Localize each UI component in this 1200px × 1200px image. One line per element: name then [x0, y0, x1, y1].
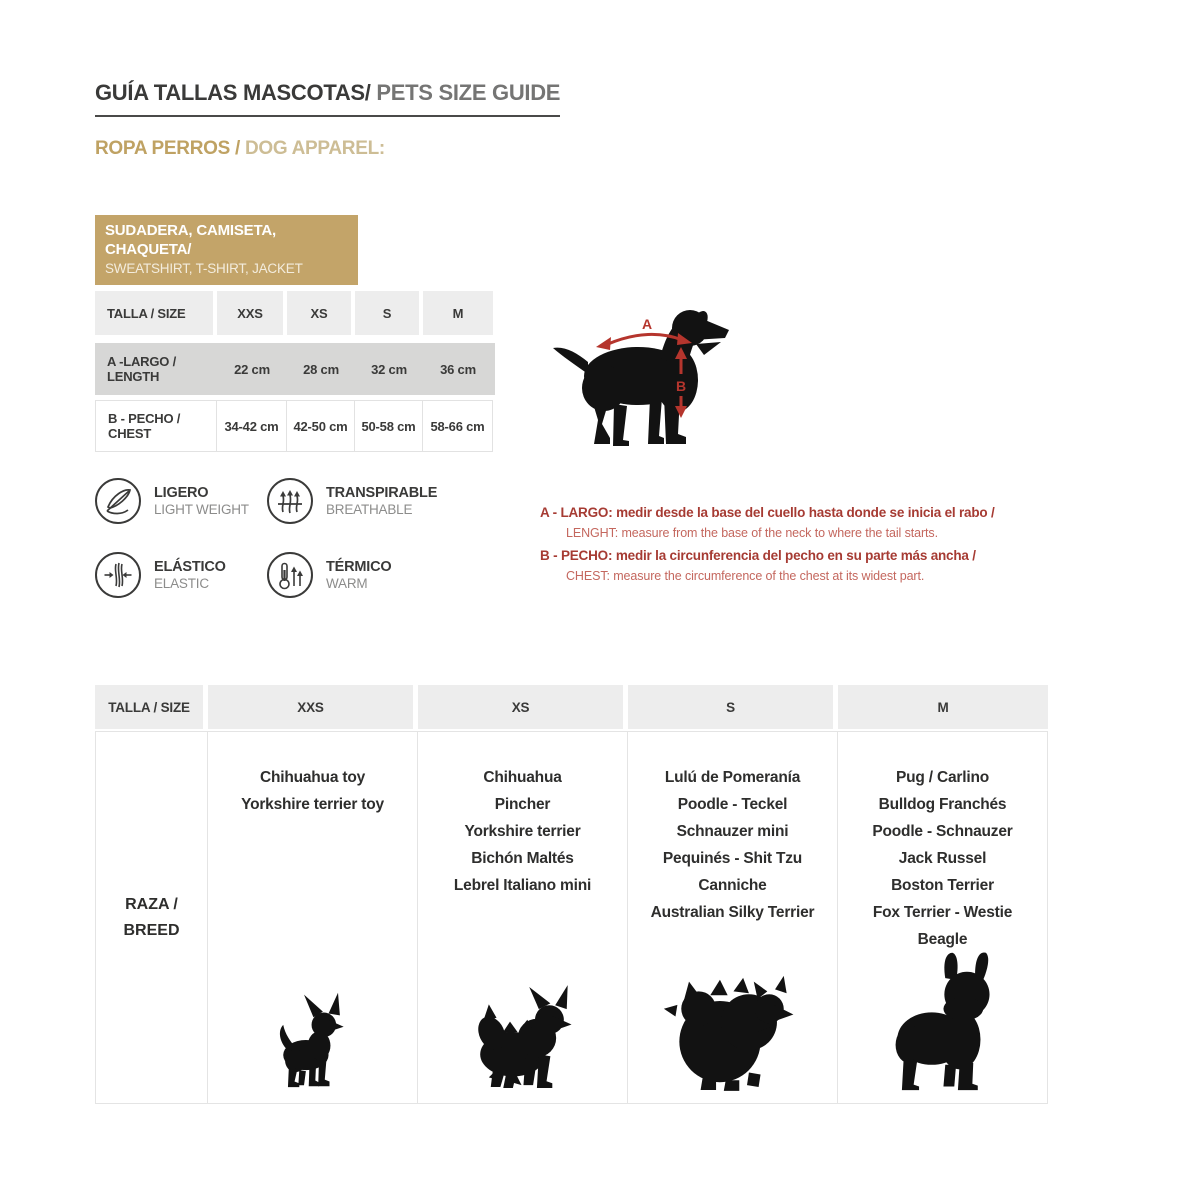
length-row [95, 343, 495, 395]
chest-row-label: B - PECHO / CHEST [95, 400, 217, 452]
length-row-label: A -LARGO / LENGTH [107, 354, 177, 384]
breed-list-xxs: Chihuahua toy Yorkshire terrier toy [241, 769, 384, 813]
length-xxs: 22 cm [234, 361, 270, 377]
feature-breathable [267, 478, 527, 524]
size-table-header-row [95, 291, 495, 335]
note-chest [540, 545, 1020, 587]
chihuahua-silhouette-icon [208, 987, 417, 1091]
size-col-m: M [423, 291, 493, 335]
size-col-s: S [355, 291, 423, 335]
subtitle-es: ROPA PERROS / [95, 138, 240, 159]
section-subtitle [95, 138, 385, 160]
breed-size-table [95, 685, 1048, 1104]
breed-col-xxs: XXS [208, 685, 418, 729]
breed-list-s: Lulú de Pomeranía Poodle - Teckel Schnauzer mini Pequinés - Shit Tzu Canniche Australian Silky Terrier [650, 769, 815, 921]
page-title-en: PETS SIZE GUIDE [370, 80, 561, 105]
length-s: 32 cm [371, 361, 407, 377]
note-chest-text: medir la circunferencia del pecho en su parte más ancha / [615, 548, 976, 563]
chest-xxs: 34-42 cm [217, 400, 287, 452]
size-table-header-label: TALLA / SIZE [95, 291, 217, 335]
elastic-arrows-icon [95, 552, 141, 598]
long-haired-chihuahua-silhouette-icon [418, 985, 627, 1091]
breed-table-header-row [95, 685, 1048, 729]
feature-label-es: LIGERO [154, 484, 209, 501]
feature-elastic [95, 552, 267, 598]
size-measurements-table [95, 291, 495, 452]
note-chest-es [540, 545, 1020, 566]
feature-label-en: LIGHT WEIGHT [154, 501, 249, 517]
measuring-notes [540, 502, 1020, 588]
chest-xs: 42-50 cm [287, 400, 355, 452]
breed-row-label-en: BREED [123, 921, 180, 939]
subtitle-en: DOG APPAREL: [239, 138, 385, 159]
size-col-xs: XS [287, 291, 355, 335]
note-length [540, 502, 1020, 544]
note-length-label: A - LARGO: [540, 505, 613, 520]
feature-label-en: ELASTIC [154, 575, 209, 591]
category-box [95, 215, 358, 285]
breed-col-xs: XS [418, 685, 628, 729]
chest-row [95, 400, 495, 452]
feature-lightweight [95, 478, 267, 524]
feature-label-es: TRANSPIRABLE [326, 484, 438, 501]
breed-row-label-es: RAZA / [125, 895, 178, 913]
feature-label-es: ELÁSTICO [154, 558, 226, 575]
size-col-xxs: XXS [217, 291, 287, 335]
length-xs: 28 cm [303, 361, 339, 377]
page-title [95, 80, 560, 117]
page-title-es: GUÍA TALLAS MASCOTAS/ [95, 80, 371, 105]
feature-warm [267, 552, 527, 598]
feature-label-en: WARM [326, 575, 368, 591]
breed-cell-m [838, 731, 1048, 1104]
breed-col-m: M [838, 685, 1048, 729]
chest-s: 50-58 cm [355, 400, 423, 452]
breed-row-label [95, 731, 208, 1104]
breed-list-xs: Chihuahua Pincher Yorkshire terrier Bichón Maltés Lebrel Italiano mini [453, 769, 592, 894]
chest-m: 58-66 cm [423, 400, 493, 452]
breed-cell-xs [418, 731, 628, 1104]
breathable-arrows-icon [267, 478, 313, 524]
category-line-en: SWEATSHIRT, T-SHIRT, JACKET [105, 260, 303, 276]
breed-table-body-row [95, 731, 1048, 1104]
note-length-text: medir desde la base del cuello hasta donde se inicia el rabo / [616, 505, 995, 520]
feather-hand-icon [95, 478, 141, 524]
note-length-es [540, 502, 1020, 523]
arrow-b-label: B [675, 378, 687, 394]
breed-col-s: S [628, 685, 838, 729]
arrow-a-label: A [641, 316, 653, 332]
breed-list-m: Pug / Carlino Bulldog Franchés Poodle - Schnauzer Jack Russel Boston Terrier Fox Terrier - Westie Beagle [872, 769, 1013, 948]
french-bulldog-silhouette-icon [838, 951, 1047, 1091]
thermometer-icon [267, 552, 313, 598]
length-m: 36 cm [440, 361, 476, 377]
breed-table-header-label: TALLA / SIZE [95, 685, 208, 729]
feature-list [95, 478, 527, 598]
note-chest-en: CHEST: measure the circumference of the chest at its widest part. [566, 569, 925, 583]
note-chest-label: B - PECHO: [540, 548, 613, 563]
note-length-en: LENGHT: measure from the base of the neck to where the tail starts. [566, 526, 938, 540]
breed-cell-s [628, 731, 838, 1104]
feature-label-es: TÉRMICO [326, 558, 392, 575]
breed-cell-xxs [208, 731, 418, 1104]
feature-label-en: BREATHABLE [326, 501, 413, 517]
pomeranian-silhouette-icon [628, 970, 837, 1091]
labrador-silhouette-icon [550, 298, 755, 450]
dog-measurement-diagram [550, 298, 755, 450]
category-line-es: SUDADERA, CAMISETA, CHAQUETA/ [105, 222, 276, 258]
